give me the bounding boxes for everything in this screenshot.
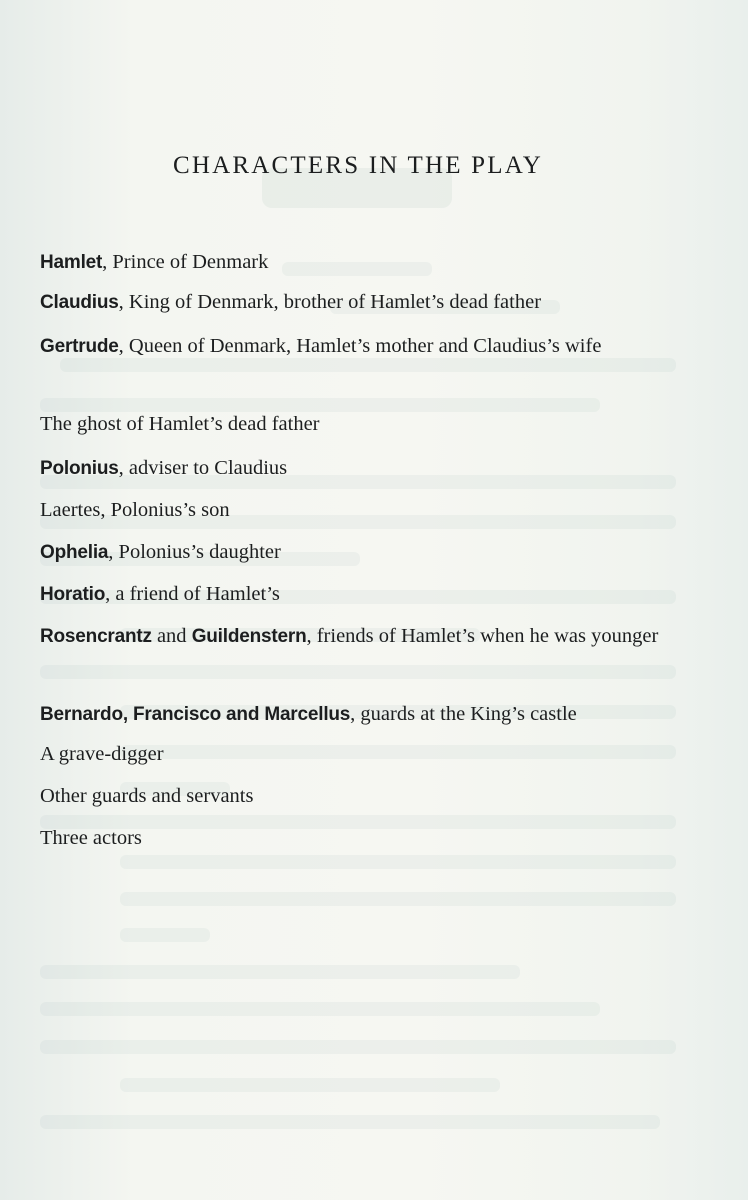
character-entry	[40, 536, 674, 569]
character-entry	[40, 698, 674, 731]
character-entry	[40, 408, 674, 440]
character-entry	[40, 452, 674, 485]
character-description: , King of Denmark, brother of Hamlet’s dead father	[118, 291, 542, 313]
character-entry	[40, 246, 674, 279]
character-name: Rosencrantz	[40, 626, 152, 647]
character-description: , Polonius’s daughter	[108, 541, 281, 563]
character-entry	[40, 780, 674, 812]
character-name: Ophelia	[40, 542, 109, 563]
character-name: Claudius	[40, 292, 119, 313]
character-name: A grave-digger	[40, 743, 164, 765]
character-name: Gertrude	[40, 336, 119, 357]
character-entry	[40, 578, 674, 611]
character-description: , Queen of Denmark, Hamlet’s mother and Claudius’s wife	[118, 335, 602, 357]
page-title: CHARACTERS IN THE PLAY	[173, 152, 543, 179]
character-name: Three actors	[40, 827, 142, 849]
character-entry	[40, 330, 674, 363]
character-entry	[40, 620, 674, 653]
character-name: Horatio	[40, 584, 106, 605]
character-description: , a friend of Hamlet’s	[105, 583, 280, 605]
character-entry	[40, 286, 674, 319]
character-description: , Prince of Denmark	[102, 251, 269, 273]
character-entry	[40, 738, 674, 770]
character-description: , friends of Hamlet’s when he was younger	[306, 625, 659, 647]
character-name: Guildenstern	[191, 626, 307, 647]
character-description: , adviser to Claudius	[118, 457, 288, 479]
character-entry	[40, 822, 674, 854]
character-name: Bernardo, Francisco and Marcellus	[40, 704, 351, 725]
character-name: Polonius	[40, 458, 119, 479]
character-name: The ghost of Hamlet’s dead father	[40, 413, 320, 435]
character-name: Hamlet	[40, 252, 103, 273]
character-description: , guards at the King’s castle	[350, 703, 577, 725]
character-name: Other guards and servants	[40, 785, 254, 807]
character-connector: and	[151, 625, 192, 647]
character-name: Laertes	[40, 499, 101, 521]
character-entry	[40, 494, 674, 526]
character-description: , Polonius’s son	[100, 499, 230, 521]
